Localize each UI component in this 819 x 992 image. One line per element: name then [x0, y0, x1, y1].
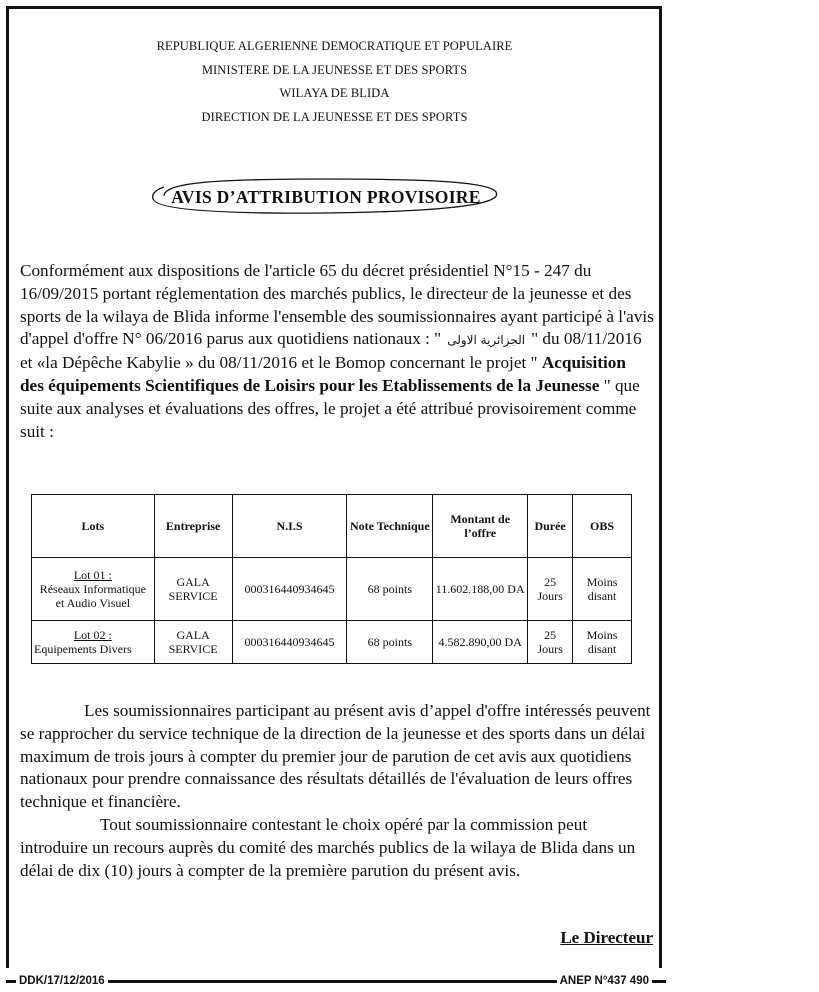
footer-reference-right: ANEP N°437 490 [557, 972, 652, 990]
cell-nis: 000316440934645 [232, 621, 347, 664]
table-row [32, 558, 632, 621]
document-title: AVIS D’ATTRIBUTION PROVISOIRE [171, 187, 481, 207]
header-montant: Montant de l’offre [433, 495, 528, 558]
cell-montant: 11.602.188,00 DA [433, 558, 528, 621]
cell-note: 68 points [347, 621, 433, 664]
lot-number: Lot 02 : [73, 628, 112, 642]
table-row [32, 621, 632, 664]
header-obs: OBS [573, 495, 632, 558]
intro-text-1: Conformément aux dispositions de l'article 65 du décret présidentiel N°15 - 247 du 16/09/2015 portant réglementation des marchés publics, le directeur de la jeunesse et des sports de la wilaya de Blida informe l'ensemble des soumissionnaires ayant participé à l'avis d'appel d'offre N° 06/2016 parus aux quotidiens nationaux : " [20, 261, 654, 349]
header-note-technique: Note Technique [347, 495, 433, 558]
cell-obs: Moins disant [573, 558, 632, 621]
table-header-row [32, 495, 632, 558]
attribution-table [31, 494, 632, 664]
footer-bar [6, 972, 666, 988]
header-republic: REPUBLIQUE ALGERIENNE DEMOCRATIQUE ET POPULAIRE [156, 39, 513, 53]
header-lots: Lots [32, 495, 155, 558]
cell-obs: Moins disant [573, 621, 632, 664]
closing-paragraphs [20, 700, 654, 882]
cell-note: 68 points [347, 558, 433, 621]
cell-nis: 000316440934645 [232, 558, 347, 621]
cell-montant: 4.582.890,00 DA [433, 621, 528, 664]
document-header [0, 35, 669, 129]
header-wilaya: WILAYA DE BLIDA [279, 86, 390, 100]
cell-entreprise: GALA SERVICE [154, 558, 232, 621]
intro-text-3: " que suite aux analyses et évaluations des offres, le projet a été attribué provisoirement comme suit : [20, 375, 640, 441]
lot-number: Lot 01 : [73, 568, 112, 582]
header-nis: N.I.S [232, 495, 347, 558]
cell-lot [32, 621, 155, 664]
newspaper-arabic-name: الجزائرية الاولى [447, 333, 526, 348]
header-direction: DIRECTION DE LA JEUNESSE ET DES SPORTS [201, 109, 468, 124]
header-ministry: MINISTERE DE LA JEUNESSE ET DES SPORTS [201, 62, 468, 77]
paragraph-recours: Tout soumissionnaire contestant le choix opéré par la commission peut introduire un recours auprès du comité des marchés publics de la wilaya de Blida dans un délai de dix (10) jours à compter de la première parution du présent avis. [20, 814, 636, 880]
paragraph-consultation: Les soumissionnaires participant au présent avis d’appel d'offre intéressés peuvent se rapprocher du service technique de la direction de la jeunesse et des sports dans un délai maximum de trois jours à compter du premier jour de parution de cet avis aux quotidiens nationaux pour prendre connaissance des résultats détaillés de l'évaluation de leurs offres technique et financière. [20, 701, 651, 812]
lot-description: Réseaux Informatique et Audio Visuel [39, 582, 146, 610]
lot-description: Equipements Divers [34, 642, 132, 656]
header-entreprise: Entreprise [154, 495, 232, 558]
intro-text-2: " du 08/11/2016 et «la Dépêche Kabylie » du 08/11/2016 et le Bomop concernant le projet " [20, 329, 642, 373]
signature-director: Le Directeur [560, 928, 653, 947]
intro-paragraph [20, 260, 654, 443]
cell-entreprise: GALA SERVICE [154, 621, 232, 664]
project-title: Acquisition des équipements Scientifiques de Loisirs pour les Etablissements de la Jeunesse [20, 353, 626, 395]
cell-lot [32, 558, 155, 621]
header-duree: Durée [528, 495, 573, 558]
footer-reference-left: DDK/17/12/2016 [16, 972, 108, 990]
cell-duree: 25 Jours [528, 621, 573, 664]
title-box [150, 175, 502, 217]
cell-duree: 25 Jours [528, 558, 573, 621]
